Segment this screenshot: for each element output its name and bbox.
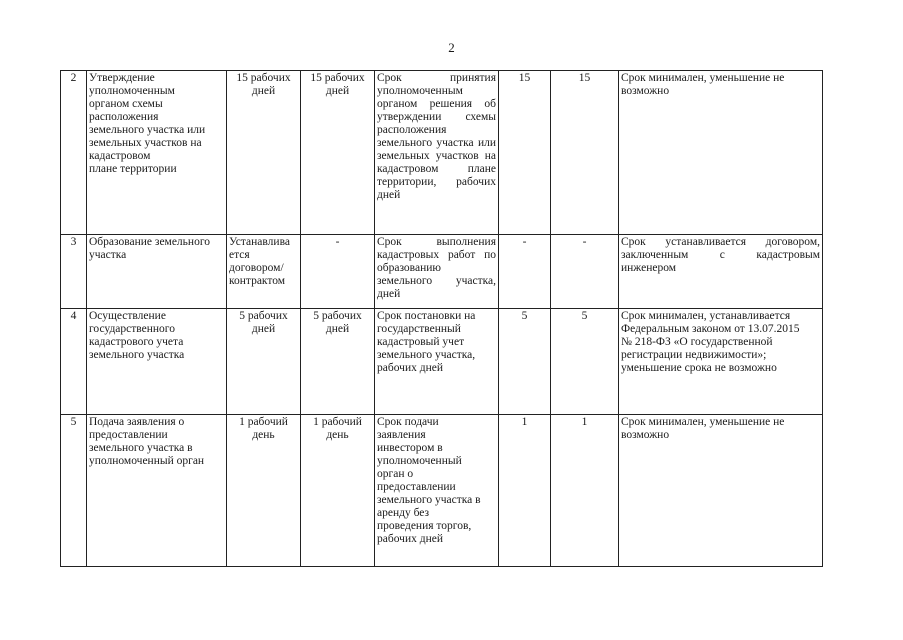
term-a-cell: 5 рабочих дней [227, 309, 301, 415]
value-b-cell: 1 [551, 415, 619, 567]
table-row [61, 415, 823, 567]
term-b-cell: 15 рабочих дней [301, 71, 375, 235]
value-b-cell: 5 [551, 309, 619, 415]
row-number: 2 [61, 71, 87, 235]
comment-cell: Срок устанавливается договором, заключенным с кадастровым инженером [619, 235, 823, 309]
table-row [61, 235, 823, 309]
value-a-cell: 15 [499, 71, 551, 235]
comment-cell: Срок минимален, устанавливается Федеральным законом от 13.07.2015 № 218-ФЗ «О государственной регистрации недвижимости»; уменьшение срока не возможно [619, 309, 823, 415]
table-row [61, 71, 823, 235]
page-number: 2 [448, 40, 455, 55]
value-b-cell: 15 [551, 71, 619, 235]
stage-cell: Подача заявления о предоставлении земельного участка в уполномоченный орган [87, 415, 227, 567]
table-row [61, 309, 823, 415]
procedure-table [60, 70, 823, 567]
term-a-cell: 15 рабочих дней [227, 71, 301, 235]
term-b-cell: 5 рабочих дней [301, 309, 375, 415]
value-a-cell: 1 [499, 415, 551, 567]
stage-cell: Осуществление государственного кадастрового учета земельного участка [87, 309, 227, 415]
row-number: 3 [61, 235, 87, 309]
value-b-cell: - [551, 235, 619, 309]
term-b-cell: - [301, 235, 375, 309]
indicator-cell: Срок постановки на государственный кадастровый учет земельного участка, рабочих дней [375, 309, 499, 415]
indicator-cell: Срок принятия уполномоченным органом решения об утверждении схемы расположения земельного участка или земельных участков на кадастровом плане территории, рабочих дней [375, 71, 499, 235]
comment-cell: Срок минимален, уменьшение не возможно [619, 71, 823, 235]
term-b-cell: 1 рабочий день [301, 415, 375, 567]
term-a-cell: 1 рабочий день [227, 415, 301, 567]
indicator-cell: Срок подачи заявления инвестором в уполномоченный орган о предоставлении земельного участка в аренду без проведения торгов, рабочих дней [375, 415, 499, 567]
row-number: 4 [61, 309, 87, 415]
value-a-cell: 5 [499, 309, 551, 415]
stage-cell: Образование земельного участка [87, 235, 227, 309]
value-a-cell: - [499, 235, 551, 309]
term-a-cell: Устанавлива ется договором/ контрактом [227, 235, 301, 309]
row-number: 5 [61, 415, 87, 567]
comment-cell: Срок минимален, уменьшение не возможно [619, 415, 823, 567]
stage-cell: Утверждение уполномоченным органом схемы расположения земельного участка или земельных участков на кадастровом плане территории [87, 71, 227, 235]
indicator-cell: Срок выполнения кадастровых работ по образованию земельного участка, дней [375, 235, 499, 309]
